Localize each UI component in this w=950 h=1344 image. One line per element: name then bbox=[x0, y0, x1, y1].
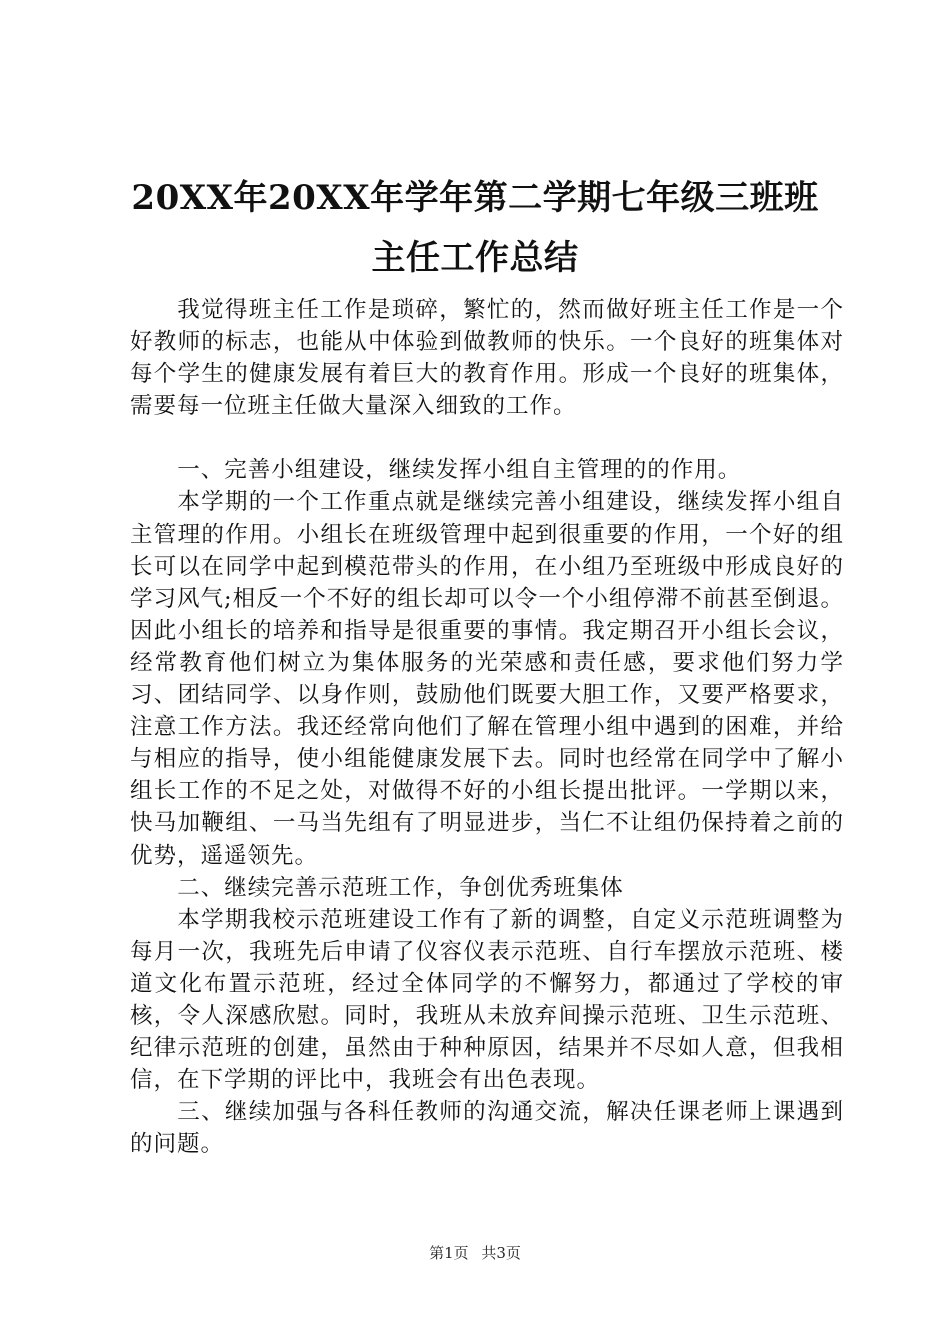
document-title: 20XX年20XX年学年第二学期七年级三班班主任工作总结 bbox=[131, 178, 819, 278]
page-total: 共3页 bbox=[481, 1244, 521, 1262]
section-paragraph-2: 本学期我校示范班建设工作有了新的调整，自定义示范班调整为每月一次，我班先后申请了仪容仪表示范班、自行车摆放示范班、楼道文化布置示范班，经过全体同学的不懈努力，都通过了学校的审核，令人深感欣慰。同时，我班从未放弃间操示范班、卫生示范班、纪律示范班的创建，虽然由于种种原因，结果并不尽如人意，但我相信，在下学期的评比中，我班会有出色表现。 bbox=[130, 906, 844, 1094]
intro-paragraph: 我觉得班主任工作是琐碎，繁忙的，然而做好班主任工作是一个好教师的标志，也能从中体验到做教师的快乐。一个良好的班集体对每个学生的健康发展有着巨大的教育作用。形成一个良好的班集体，需要每一位班主任做大量深入细致的工作。 bbox=[130, 297, 844, 420]
section-paragraph-1: 本学期的一个工作重点就是继续完善小组建设，继续发挥小组自主管理的作用。小组长在班级管理中起到很重要的作用，一个好的组长可以在同学中起到模范带头的作用，在小组乃至班级中形成良好的学习风气;相反一个不好的组长却可以令一个小组停滞不前甚至倒退。因此小组长的培养和指导是很重要的事情。我定期召开小组长会议，经常教育他们树立为集体服务的光荣感和责任感，要求他们努力学习、团结同学、以身作则，鼓励他们既要大胆工作，又要严格要求，注意工作方法。我还经常向他们了解在管理小组中遇到的困难，并给与相应的指导，使小组能健康发展下去。同时也经常在同学中了解小组长工作的不足之处，对做得不好的小组长提出批评。一学期以来，快马加鞭组、一马当先组有了明显进步，当仁不让组仍保持着之前的优势，遥遥领先。 bbox=[130, 489, 844, 869]
section-heading-1: 一、完善小组建设，继续发挥小组自主管理的的作用。 bbox=[177, 457, 742, 484]
section-heading-3: 三、继续加强与各科任教师的沟通交流，解决任课老师上课遇到的问题。 bbox=[130, 1099, 844, 1158]
document-body bbox=[130, 294, 844, 1160]
page-footer bbox=[0, 1242, 950, 1264]
section-heading-2: 二、继续完善示范班工作，争创优秀班集体 bbox=[177, 874, 624, 901]
page-number: 第1页 bbox=[429, 1244, 469, 1262]
